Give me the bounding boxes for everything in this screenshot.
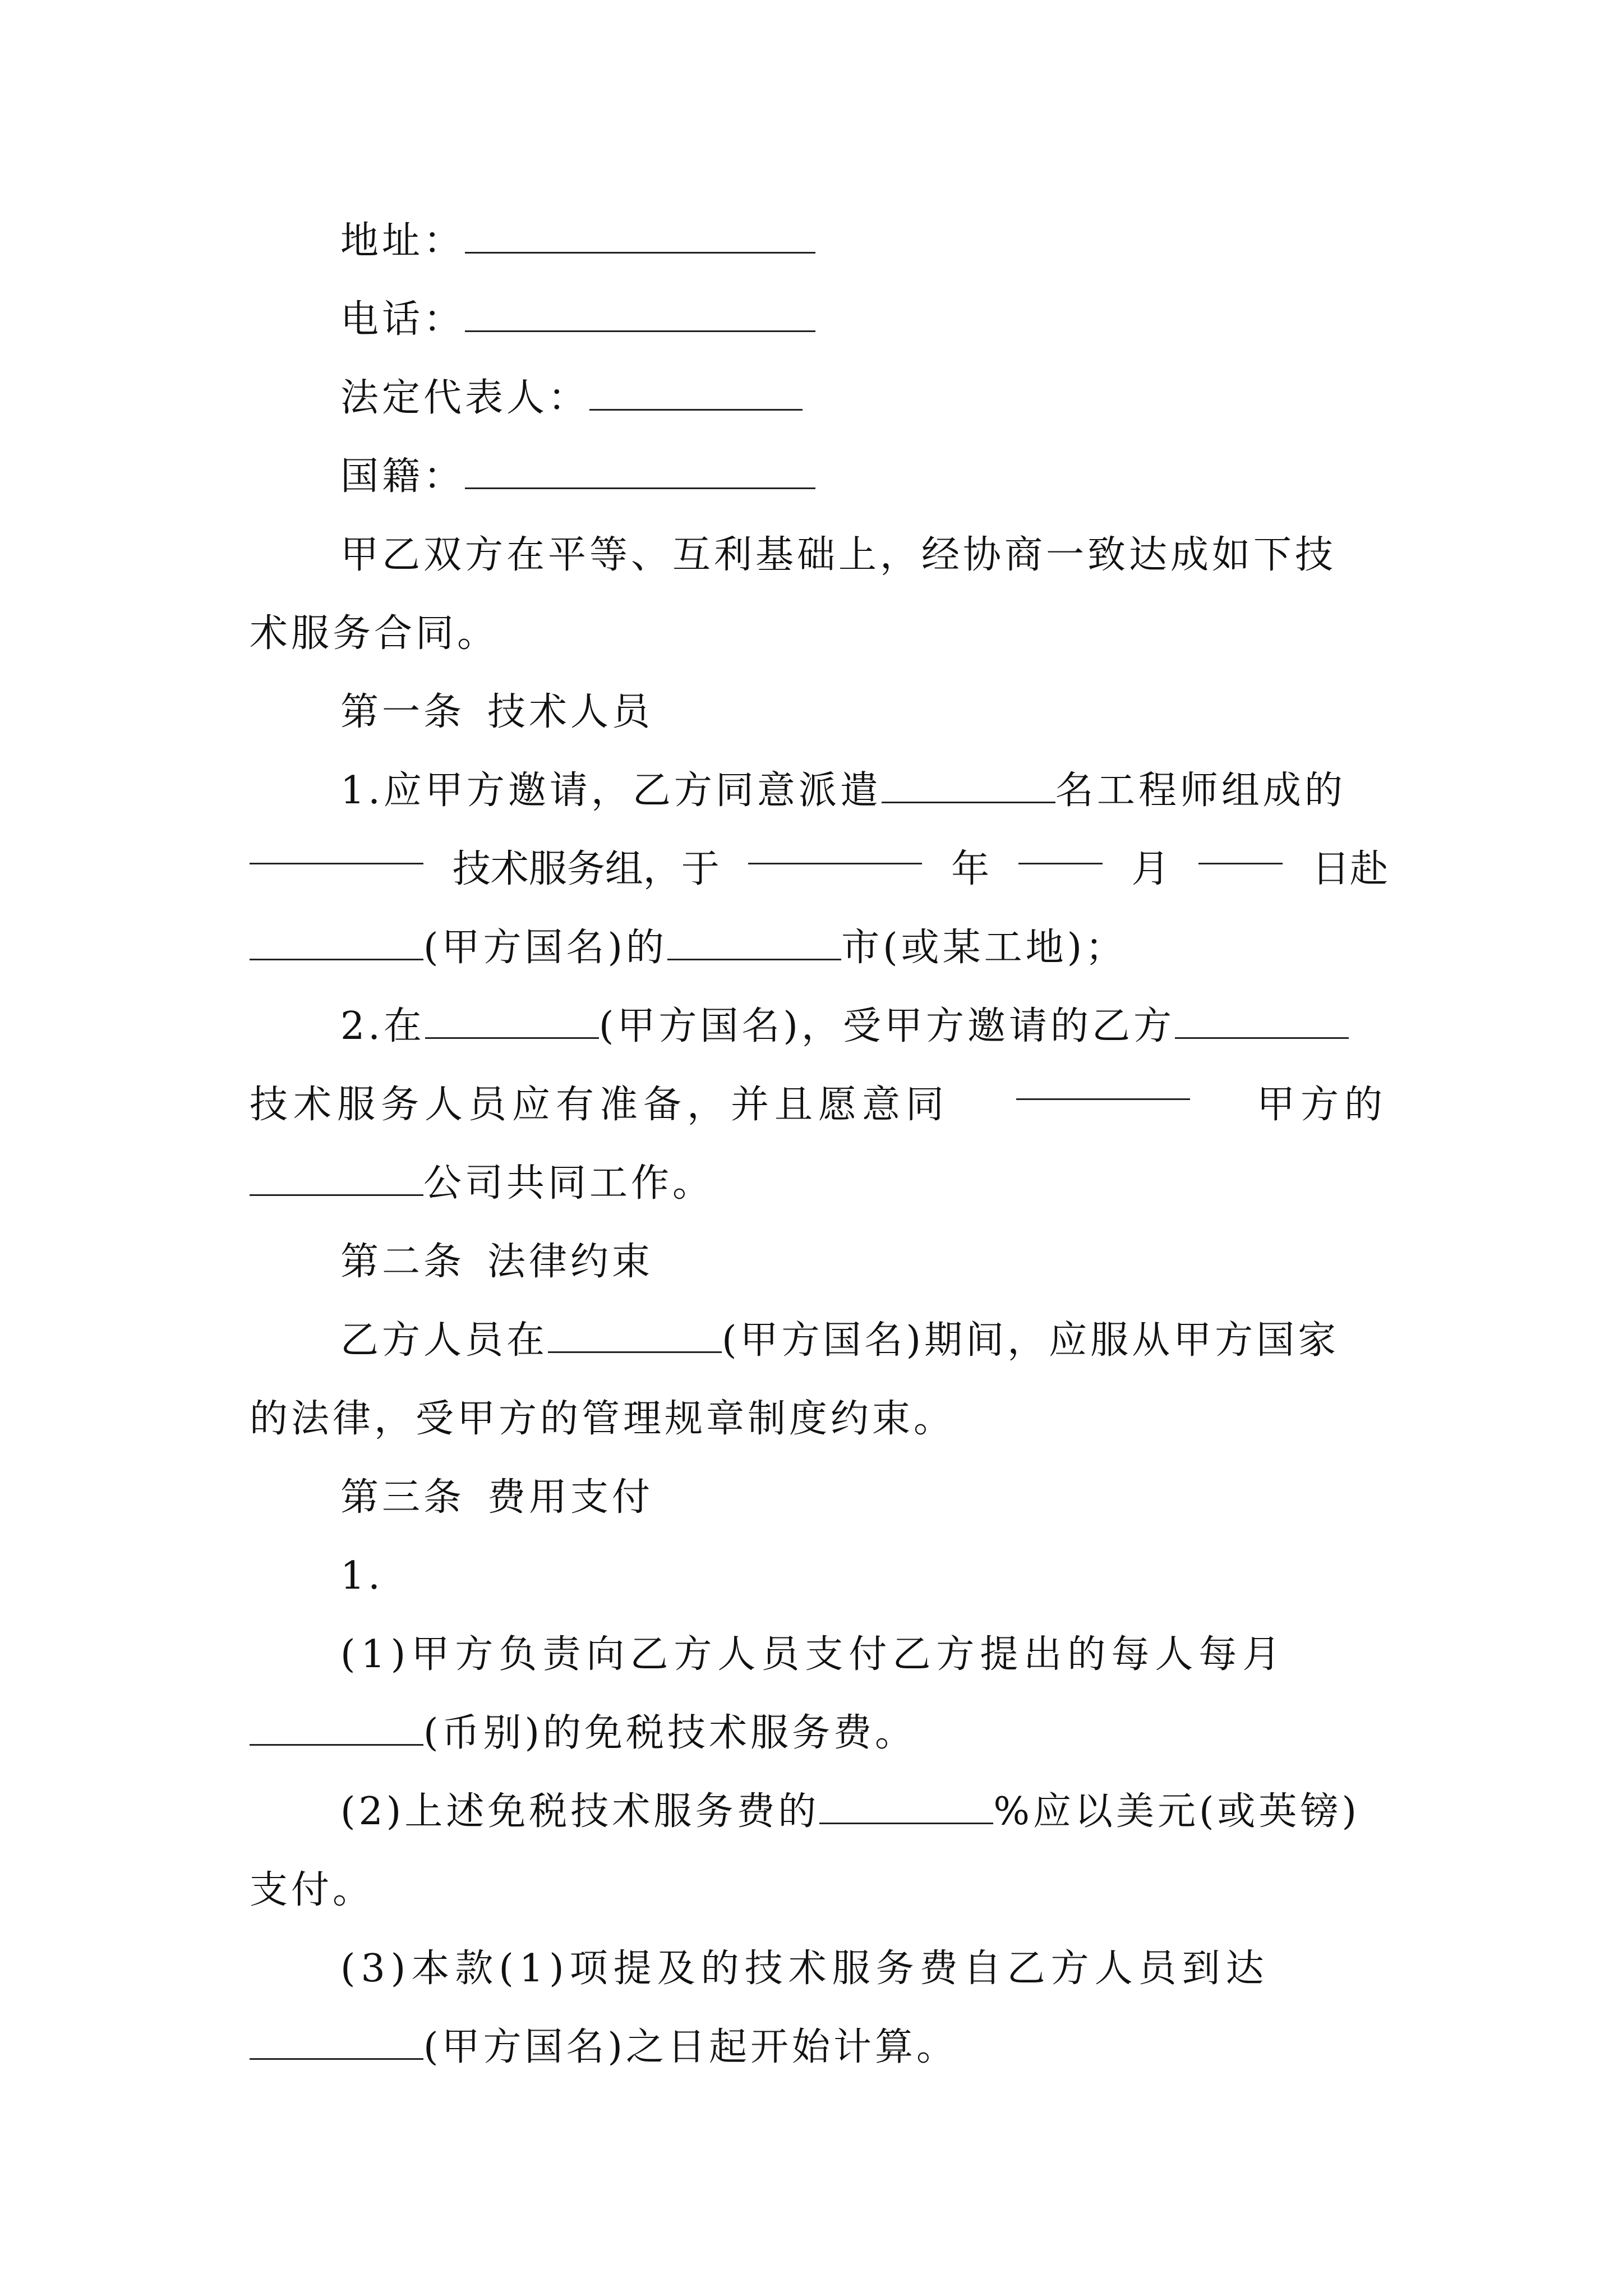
- article3-s2-line2: 支付。: [250, 1868, 375, 1912]
- service-group-blank[interactable]: [250, 830, 423, 864]
- article3-s2-line1: [250, 1773, 1388, 1851]
- article1-p2-line2: [250, 1066, 1388, 1144]
- article1-p2-line1: [250, 987, 1388, 1066]
- text-segment: 甲方的: [1256, 1083, 1388, 1127]
- intro-line-1: 甲乙双方在平等、互利基础上，经协商一致达成如下技: [340, 533, 1337, 577]
- country-blank[interactable]: [425, 1005, 599, 1039]
- address-row: [250, 202, 1388, 280]
- country-blank[interactable]: [250, 2026, 423, 2060]
- article1-heading: [250, 673, 1388, 752]
- text-segment: (币别)的免税技术服务费。: [423, 1711, 917, 1755]
- text-segment: (甲方国名)的: [423, 926, 668, 970]
- text-segment: 市(或某工地)；: [841, 926, 1127, 970]
- country-blank[interactable]: [548, 1319, 722, 1353]
- city-blank[interactable]: [667, 926, 841, 960]
- text-segment: %应以美元(或英镑): [993, 1789, 1361, 1834]
- text-segment: 技术服务组，于: [452, 847, 720, 891]
- address-blank[interactable]: [465, 219, 815, 254]
- text-segment: 乙方人员在: [340, 1318, 548, 1363]
- article1-title: 第一条: [340, 690, 465, 734]
- address-label: 地址：: [340, 219, 465, 263]
- text-segment: 年: [951, 847, 990, 891]
- article3-item1: 1.: [340, 1554, 384, 1598]
- article2-subtitle: 法律约束: [487, 1240, 654, 1284]
- article2-heading: [250, 1223, 1388, 1301]
- phone-blank[interactable]: [465, 298, 815, 332]
- party-a-blank[interactable]: [1016, 1066, 1190, 1100]
- text-segment: 公司共同工作。: [423, 1161, 714, 1205]
- text-segment: (甲方国名)期间，应服从甲方国家: [722, 1318, 1340, 1363]
- year-blank[interactable]: [748, 830, 922, 864]
- article1-p1-line2: [250, 830, 1388, 909]
- article2-line1: [250, 1301, 1388, 1380]
- nationality-row: [250, 438, 1388, 516]
- phone-label: 电话：: [340, 297, 465, 342]
- article1-p1-line3: [250, 909, 1388, 987]
- article2-line2: 的法律，受甲方的管理规章制度约束。: [250, 1397, 956, 1441]
- article1-p1-line1: [250, 752, 1388, 830]
- article3-s1-line1: (1)甲方负责向乙方人员支付乙方提出的每人每月: [340, 1632, 1287, 1677]
- text-segment: 2.在: [340, 1004, 425, 1048]
- article3-title: 第三条: [340, 1475, 465, 1520]
- company-blank[interactable]: [250, 1162, 423, 1196]
- article3-heading: [250, 1458, 1388, 1537]
- month-blank[interactable]: [1018, 830, 1103, 864]
- staff-blank[interactable]: [1175, 1005, 1349, 1039]
- nationality-label: 国籍：: [340, 454, 465, 499]
- text-segment: 1.应甲方邀请，乙方同意派遣: [340, 769, 882, 813]
- article1-p2-line3: [250, 1144, 1388, 1223]
- day-blank[interactable]: [1198, 830, 1283, 864]
- text-segment: (甲方国名)，受甲方邀请的乙方: [598, 1004, 1175, 1048]
- percent-blank[interactable]: [819, 1790, 993, 1824]
- text-segment: (甲方国名)之日起开始计算。: [423, 2025, 958, 2069]
- text-segment: (2)上述免税技术服务费的: [340, 1789, 820, 1834]
- contract-page: [250, 202, 1388, 2087]
- article3-s1-line2: [250, 1694, 1388, 1773]
- legal-rep-row: [250, 359, 1388, 438]
- text-segment: 名工程师组成的: [1055, 769, 1346, 813]
- legal-rep-blank[interactable]: [589, 376, 803, 411]
- legal-rep-label: 法定代表人：: [340, 376, 590, 420]
- article3-s3-line2: [250, 2008, 1388, 2087]
- article3-subtitle: 费用支付: [487, 1475, 654, 1520]
- nationality-blank[interactable]: [465, 455, 815, 489]
- article1-subtitle: 技术人员: [487, 690, 654, 734]
- amount-blank[interactable]: [250, 1711, 423, 1746]
- engineer-count-blank[interactable]: [882, 769, 1055, 803]
- text-segment: 月: [1131, 847, 1170, 891]
- country-blank[interactable]: [250, 926, 423, 960]
- phone-row: [250, 280, 1388, 359]
- article3-s3-line1: (3)本款(1)项提及的技术服务费自乙方人员到达: [340, 1947, 1270, 1991]
- article2-title: 第二条: [340, 1240, 465, 1284]
- intro-line-2: 术服务合同。: [250, 611, 499, 656]
- text-segment: 技术服务人员应有准备，并且愿意同: [250, 1083, 950, 1127]
- text-segment: 日赴: [1311, 847, 1388, 891]
